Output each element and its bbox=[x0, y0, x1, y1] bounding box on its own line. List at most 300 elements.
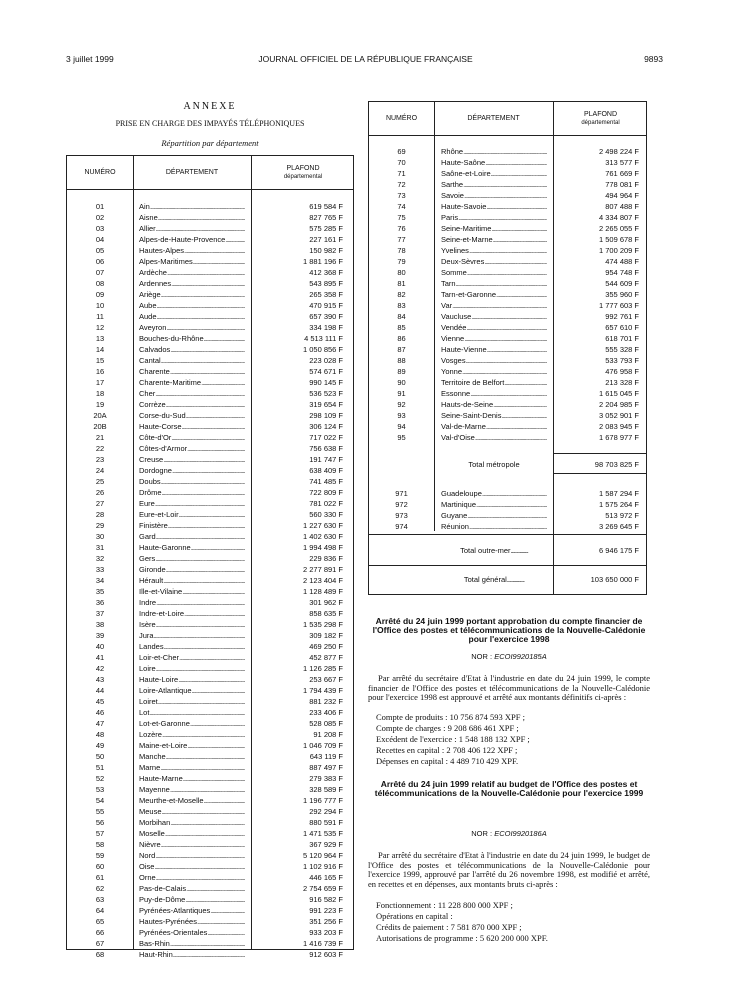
table-row bbox=[67, 784, 353, 795]
table-row bbox=[67, 949, 353, 960]
row-plafond: 367 929 F bbox=[309, 840, 343, 849]
table-row bbox=[369, 190, 646, 201]
table-row bbox=[67, 542, 353, 553]
row-numero: 52 bbox=[95, 774, 105, 783]
row-numero: 43 bbox=[95, 675, 105, 684]
total-outremer-value: 6 946 175 F bbox=[598, 546, 639, 555]
table-row bbox=[67, 740, 353, 751]
table-row bbox=[369, 234, 646, 245]
row-plafond: 916 582 F bbox=[309, 895, 343, 904]
row-plafond: 2 265 055 F bbox=[598, 224, 639, 233]
row-plafond: 880 591 F bbox=[309, 818, 343, 827]
row-departement: Creuse ..... bbox=[139, 454, 245, 465]
row-numero: 27 bbox=[95, 499, 105, 508]
row-departement: Marne ..... bbox=[139, 762, 245, 773]
row-departement: Gers ..... bbox=[139, 553, 245, 564]
row-numero: 44 bbox=[95, 686, 105, 695]
row-departement: Lozère ..... bbox=[139, 729, 245, 740]
row-departement: Yonne ..... bbox=[441, 366, 547, 377]
row-numero: 56 bbox=[95, 818, 105, 827]
table-row bbox=[67, 432, 353, 443]
row-plafond: 560 330 F bbox=[309, 510, 343, 519]
row-plafond: 827 765 F bbox=[309, 213, 343, 222]
row-departement: Calvados ..... bbox=[139, 344, 245, 355]
row-departement: Alpes-Maritimes ..... bbox=[139, 256, 245, 267]
row-plafond: 544 609 F bbox=[605, 279, 639, 288]
row-numero: 971 bbox=[395, 489, 408, 498]
row-plafond: 191 747 F bbox=[309, 455, 343, 464]
row-numero: 03 bbox=[95, 224, 105, 233]
row-numero: 16 bbox=[95, 367, 105, 376]
row-departement: Corrèze ..... bbox=[139, 399, 245, 410]
row-departement: Dordogne ..... bbox=[139, 465, 245, 476]
row-departement: Doubs ..... bbox=[139, 476, 245, 487]
col-header-plafond bbox=[251, 156, 355, 189]
row-numero: 20A bbox=[93, 411, 107, 420]
row-numero: 34 bbox=[95, 576, 105, 585]
table-row bbox=[67, 509, 353, 520]
row-plafond: 476 958 F bbox=[605, 367, 639, 376]
row-numero: 93 bbox=[397, 411, 406, 420]
row-numero: 74 bbox=[397, 202, 406, 211]
row-numero: 79 bbox=[397, 257, 406, 266]
row-departement: Ardennes ..... bbox=[139, 278, 245, 289]
table-row bbox=[67, 586, 353, 597]
row-departement: Hautes-Alpes ..... bbox=[139, 245, 245, 256]
row-numero: 80 bbox=[397, 268, 406, 277]
row-numero: 84 bbox=[397, 312, 406, 321]
row-numero: 36 bbox=[95, 598, 105, 607]
row-departement: Ariège ..... bbox=[139, 289, 245, 300]
table-row bbox=[67, 839, 353, 850]
table-row bbox=[67, 817, 353, 828]
row-departement: Haute-Marne ..... bbox=[139, 773, 245, 784]
nor-label: NOR : bbox=[471, 829, 493, 838]
row-departement: Haute-Savoie ..... bbox=[441, 201, 547, 212]
row-plafond: 412 368 F bbox=[309, 268, 343, 277]
table-row bbox=[67, 751, 353, 762]
row-numero: 50 bbox=[95, 752, 105, 761]
col-header-plafond-sub: départemental bbox=[283, 173, 323, 180]
row-departement: Tarn ..... bbox=[441, 278, 547, 289]
table-row bbox=[67, 685, 353, 696]
row-departement: Maine-et-Loire ..... bbox=[139, 740, 245, 751]
table-row bbox=[67, 465, 353, 476]
row-departement: Seine-Saint-Denis ..... bbox=[441, 410, 547, 421]
table-row bbox=[67, 894, 353, 905]
row-plafond: 1 227 630 F bbox=[302, 521, 343, 530]
table-row bbox=[67, 366, 353, 377]
table-row bbox=[67, 575, 353, 586]
row-numero: 22 bbox=[95, 444, 105, 453]
row-plafond: 2 204 985 F bbox=[598, 400, 639, 409]
row-numero: 23 bbox=[95, 455, 105, 464]
row-plafond: 912 603 F bbox=[309, 950, 343, 959]
table-row bbox=[67, 828, 353, 839]
row-numero: 20B bbox=[93, 422, 107, 431]
row-plafond: 1 994 498 F bbox=[302, 543, 343, 552]
row-departement: Meuse ..... bbox=[139, 806, 245, 817]
table-row bbox=[67, 619, 353, 630]
row-numero: 14 bbox=[95, 345, 105, 354]
table-row bbox=[369, 432, 646, 443]
row-plafond: 1 678 977 F bbox=[598, 433, 639, 442]
table-row bbox=[369, 488, 646, 499]
row-departement: Aube ..... bbox=[139, 300, 245, 311]
table-row bbox=[67, 927, 353, 938]
table-row bbox=[67, 707, 353, 718]
table-row bbox=[67, 223, 353, 234]
table-row bbox=[369, 289, 646, 300]
row-numero: 91 bbox=[397, 389, 406, 398]
row-numero: 88 bbox=[397, 356, 406, 365]
header-divider bbox=[369, 135, 646, 136]
row-numero: 51 bbox=[95, 763, 105, 772]
row-departement: Loire ..... bbox=[139, 663, 245, 674]
row-plafond: 807 488 F bbox=[605, 202, 639, 211]
row-departement: Seine-et-Marne ..... bbox=[441, 234, 547, 245]
row-departement: Martinique ..... bbox=[441, 499, 547, 510]
table-row bbox=[369, 322, 646, 333]
row-departement: Manche ..... bbox=[139, 751, 245, 762]
table-row bbox=[67, 850, 353, 861]
row-plafond: 618 701 F bbox=[605, 334, 639, 343]
row-departement: Charente ..... bbox=[139, 366, 245, 377]
row-numero: 07 bbox=[95, 268, 105, 277]
row-numero: 10 bbox=[95, 301, 105, 310]
row-departement: Gard ..... bbox=[139, 531, 245, 542]
row-numero: 78 bbox=[397, 246, 406, 255]
row-numero: 974 bbox=[395, 522, 408, 531]
table-row bbox=[369, 333, 646, 344]
row-plafond: 643 119 F bbox=[309, 752, 343, 761]
row-departement: Landes ..... bbox=[139, 641, 245, 652]
row-plafond: 334 198 F bbox=[309, 323, 343, 332]
total-metropole-label: Total métropole bbox=[468, 460, 520, 469]
row-plafond: 1 126 285 F bbox=[302, 664, 343, 673]
row-plafond: 2 123 404 F bbox=[302, 576, 343, 585]
row-departement: Bouches-du-Rhône ..... bbox=[139, 333, 245, 344]
row-departement: Hauts-de-Seine ..... bbox=[441, 399, 547, 410]
row-departement: Aude ..... bbox=[139, 311, 245, 322]
row-plafond: 469 250 F bbox=[309, 642, 343, 651]
row-plafond: 292 294 F bbox=[309, 807, 343, 816]
col-header-numero: NUMÉRO bbox=[385, 114, 418, 122]
row-numero: 60 bbox=[95, 862, 105, 871]
row-numero: 64 bbox=[95, 906, 105, 915]
row-plafond: 543 895 F bbox=[309, 279, 343, 288]
row-numero: 28 bbox=[95, 510, 105, 519]
row-numero: 75 bbox=[397, 213, 406, 222]
nor-code: ECOI9920186A bbox=[494, 829, 547, 838]
table-row bbox=[67, 410, 353, 421]
col-header-numero: NUMÉRO bbox=[84, 168, 116, 176]
row-plafond: 778 081 F bbox=[605, 180, 639, 189]
row-numero: 47 bbox=[95, 719, 105, 728]
table-row bbox=[369, 355, 646, 366]
table-row bbox=[67, 498, 353, 509]
row-plafond: 991 223 F bbox=[309, 906, 343, 915]
row-plafond: 301 962 F bbox=[309, 598, 343, 607]
row-departement: Somme ..... bbox=[441, 267, 547, 278]
table-row bbox=[67, 531, 353, 542]
table-row bbox=[67, 641, 353, 652]
row-numero: 42 bbox=[95, 664, 105, 673]
header-date: 3 juillet 1999 bbox=[66, 54, 114, 64]
row-departement: Haute-Garonne ..... bbox=[139, 542, 245, 553]
row-plafond: 470 915 F bbox=[309, 301, 343, 310]
row-departement: Rhône ..... bbox=[441, 146, 547, 157]
row-plafond: 150 982 F bbox=[309, 246, 343, 255]
row-numero: 04 bbox=[95, 235, 105, 244]
row-numero: 83 bbox=[397, 301, 406, 310]
row-departement: Loire-Atlantique ..... bbox=[139, 685, 245, 696]
row-plafond: 761 669 F bbox=[605, 169, 639, 178]
row-departement: Indre ..... bbox=[139, 597, 245, 608]
row-departement: Alpes-de-Haute-Provence ..... bbox=[139, 234, 245, 245]
table-row bbox=[67, 311, 353, 322]
article-1-line: Dépenses en capital : 4 489 710 429 XPF. bbox=[376, 756, 519, 766]
row-plafond: 3 052 901 F bbox=[598, 411, 639, 420]
row-plafond: 1 700 209 F bbox=[598, 246, 639, 255]
article-1-line: Compte de produits : 10 756 874 593 XPF ; bbox=[376, 712, 525, 722]
article-1-line: Compte de charges : 9 208 686 461 XPF ; bbox=[376, 723, 519, 733]
row-numero: 61 bbox=[95, 873, 105, 882]
table-row bbox=[369, 267, 646, 278]
row-departement: Aisne ..... bbox=[139, 212, 245, 223]
row-plafond: 638 409 F bbox=[309, 466, 343, 475]
row-plafond: 474 488 F bbox=[605, 257, 639, 266]
total-divider bbox=[553, 453, 646, 454]
row-numero: 71 bbox=[397, 169, 406, 178]
table-row bbox=[67, 245, 353, 256]
row-departement: Lot ..... bbox=[139, 707, 245, 718]
row-plafond: 452 877 F bbox=[309, 653, 343, 662]
table-row bbox=[67, 905, 353, 916]
row-plafond: 858 635 F bbox=[309, 609, 343, 618]
row-numero: 62 bbox=[95, 884, 105, 893]
table-row bbox=[67, 520, 353, 531]
row-departement: Jura ..... bbox=[139, 630, 245, 641]
row-numero: 65 bbox=[95, 917, 105, 926]
article-2-line: Fonctionnement : 11 228 800 000 XPF ; bbox=[376, 900, 513, 910]
row-numero: 67 bbox=[95, 939, 105, 948]
row-departement: Haute-Saône ..... bbox=[441, 157, 547, 168]
table-row bbox=[67, 377, 353, 388]
table-row bbox=[67, 289, 353, 300]
row-numero: 24 bbox=[95, 466, 105, 475]
table-row bbox=[369, 157, 646, 168]
row-departement: Charente-Maritime ..... bbox=[139, 377, 245, 388]
row-plafond: 575 285 F bbox=[309, 224, 343, 233]
row-numero: 55 bbox=[95, 807, 105, 816]
row-plafond: 536 523 F bbox=[309, 389, 343, 398]
row-plafond: 741 485 F bbox=[309, 477, 343, 486]
row-plafond: 446 165 F bbox=[309, 873, 343, 882]
row-plafond: 1 050 856 F bbox=[302, 345, 343, 354]
row-departement: Ille-et-Vilaine ..... bbox=[139, 586, 245, 597]
row-plafond: 722 809 F bbox=[309, 488, 343, 497]
row-plafond: 227 161 F bbox=[309, 235, 343, 244]
table-row bbox=[369, 223, 646, 234]
row-plafond: 756 638 F bbox=[309, 444, 343, 453]
row-numero: 973 bbox=[395, 511, 408, 520]
table-row bbox=[67, 696, 353, 707]
table-row bbox=[67, 355, 353, 366]
table-row bbox=[369, 377, 646, 388]
row-plafond: 213 328 F bbox=[605, 378, 639, 387]
row-departement: Guyane ..... bbox=[441, 510, 547, 521]
row-departement: Loiret ..... bbox=[139, 696, 245, 707]
header-page-number: 9893 bbox=[644, 54, 663, 64]
row-numero: 02 bbox=[95, 213, 105, 222]
row-departement: Territoire de Belfort ..... bbox=[441, 377, 547, 388]
row-numero: 49 bbox=[95, 741, 105, 750]
row-plafond: 933 203 F bbox=[309, 928, 343, 937]
table-row bbox=[67, 718, 353, 729]
row-plafond: 619 584 F bbox=[309, 202, 343, 211]
row-departement: Vosges ..... bbox=[441, 355, 547, 366]
row-departement: Guadeloupe ..... bbox=[441, 488, 547, 499]
row-plafond: 1 615 045 F bbox=[598, 389, 639, 398]
table-row bbox=[369, 399, 646, 410]
row-plafond: 1 535 298 F bbox=[302, 620, 343, 629]
table-row bbox=[67, 795, 353, 806]
table-row bbox=[67, 762, 353, 773]
row-departement: Ain ..... bbox=[139, 201, 245, 212]
row-plafond: 313 577 F bbox=[605, 158, 639, 167]
row-plafond: 5 120 964 F bbox=[302, 851, 343, 860]
row-numero: 09 bbox=[95, 290, 105, 299]
row-numero: 89 bbox=[397, 367, 406, 376]
table-row bbox=[67, 201, 353, 212]
table-row bbox=[369, 510, 646, 521]
row-numero: 18 bbox=[95, 389, 105, 398]
departement-table-right bbox=[368, 101, 647, 595]
row-plafond: 233 406 F bbox=[309, 708, 343, 717]
row-departement: Cher ..... bbox=[139, 388, 245, 399]
row-plafond: 1 402 630 F bbox=[302, 532, 343, 541]
row-departement: Orne ..... bbox=[139, 872, 245, 883]
row-departement: Aveyron ..... bbox=[139, 322, 245, 333]
row-plafond: 279 383 F bbox=[309, 774, 343, 783]
row-departement: Haute-Loire ..... bbox=[139, 674, 245, 685]
row-plafond: 298 109 F bbox=[309, 411, 343, 420]
row-numero: 21 bbox=[95, 433, 105, 442]
row-departement: Haute-Vienne ..... bbox=[441, 344, 547, 355]
row-plafond: 1 587 294 F bbox=[598, 489, 639, 498]
row-departement: Isère ..... bbox=[139, 619, 245, 630]
article-2-body bbox=[368, 851, 650, 889]
row-plafond: 1 102 916 F bbox=[302, 862, 343, 871]
row-plafond: 717 022 F bbox=[309, 433, 343, 442]
table-row bbox=[67, 806, 353, 817]
table-row bbox=[369, 168, 646, 179]
article-1-line: Recettes en capital : 2 708 406 122 XPF ; bbox=[376, 745, 518, 755]
row-numero: 85 bbox=[397, 323, 406, 332]
table-row bbox=[67, 861, 353, 872]
row-departement: Oise ..... bbox=[139, 861, 245, 872]
table-row bbox=[67, 267, 353, 278]
row-plafond: 533 793 F bbox=[605, 356, 639, 365]
row-numero: 82 bbox=[397, 290, 406, 299]
row-numero: 90 bbox=[397, 378, 406, 387]
table-row bbox=[67, 652, 353, 663]
table-row bbox=[67, 454, 353, 465]
article-1-title: Arrêté du 24 juin 1999 portant approbation du compte financier de l'Office des postes et télécommunications de la Nouvelle-Calédonie pour l'exercice 1998 bbox=[372, 616, 646, 644]
row-departement: Haute-Corse ..... bbox=[139, 421, 245, 432]
row-numero: 01 bbox=[95, 202, 105, 211]
row-plafond: 657 390 F bbox=[309, 312, 343, 321]
row-numero: 54 bbox=[95, 796, 105, 805]
row-departement: Pas-de-Calais ..... bbox=[139, 883, 245, 894]
row-plafond: 574 671 F bbox=[309, 367, 343, 376]
row-departement: Savoie ..... bbox=[441, 190, 547, 201]
row-departement: Morbihan ..... bbox=[139, 817, 245, 828]
row-numero: 40 bbox=[95, 642, 105, 651]
row-numero: 05 bbox=[95, 246, 105, 255]
row-numero: 58 bbox=[95, 840, 105, 849]
annexe-title: ANNEXE bbox=[183, 101, 237, 112]
row-departement: Var ..... bbox=[441, 300, 547, 311]
article-1-body bbox=[368, 674, 650, 703]
row-numero: 15 bbox=[95, 356, 105, 365]
table-row bbox=[67, 773, 353, 784]
row-numero: 12 bbox=[95, 323, 105, 332]
total-general-label: Total général ..... bbox=[441, 574, 547, 585]
row-numero: 19 bbox=[95, 400, 105, 409]
row-plafond: 2 754 659 F bbox=[302, 884, 343, 893]
row-numero: 73 bbox=[397, 191, 406, 200]
row-numero: 35 bbox=[95, 587, 105, 596]
row-numero: 70 bbox=[397, 158, 406, 167]
row-numero: 72 bbox=[397, 180, 406, 189]
row-departement: Réunion ..... bbox=[441, 521, 547, 532]
row-departement: Hérault ..... bbox=[139, 575, 245, 586]
col-header-plafond-label: PLAFOND bbox=[286, 164, 320, 172]
row-plafond: 528 085 F bbox=[309, 719, 343, 728]
row-plafond: 2 083 945 F bbox=[598, 422, 639, 431]
row-departement: Ardèche ..... bbox=[139, 267, 245, 278]
row-plafond: 223 028 F bbox=[309, 356, 343, 365]
table-row bbox=[67, 487, 353, 498]
row-numero: 48 bbox=[95, 730, 105, 739]
row-departement: Nord ..... bbox=[139, 850, 245, 861]
article-1-line: Excédent de l'exercice : 1 548 188 132 XPF ; bbox=[376, 734, 530, 744]
article-2-line: Opérations en capital : bbox=[376, 911, 453, 921]
row-numero: 25 bbox=[95, 477, 105, 486]
row-plafond: 253 667 F bbox=[309, 675, 343, 684]
article-2-amounts bbox=[376, 900, 650, 944]
row-numero: 13 bbox=[95, 334, 105, 343]
row-numero: 77 bbox=[397, 235, 406, 244]
row-plafond: 1 509 678 F bbox=[598, 235, 639, 244]
total-outremer-label: Total outre-mer ..... bbox=[441, 545, 547, 556]
row-plafond: 319 654 F bbox=[309, 400, 343, 409]
row-departement: Allier ..... bbox=[139, 223, 245, 234]
article-2-line: Crédits de paiement : 7 581 870 000 XPF ; bbox=[376, 922, 522, 932]
table-row bbox=[369, 410, 646, 421]
row-numero: 68 bbox=[95, 950, 105, 959]
row-departement: Seine-Maritime ..... bbox=[441, 223, 547, 234]
departement-table-left bbox=[66, 155, 354, 959]
article-1-nor bbox=[368, 652, 650, 661]
table-row bbox=[369, 245, 646, 256]
article-1-amounts bbox=[376, 712, 650, 767]
col-header-plafond-label: PLAFOND bbox=[583, 110, 618, 118]
row-departement: Saône-et-Loire ..... bbox=[441, 168, 547, 179]
row-departement: Bas-Rhin ..... bbox=[139, 938, 245, 949]
